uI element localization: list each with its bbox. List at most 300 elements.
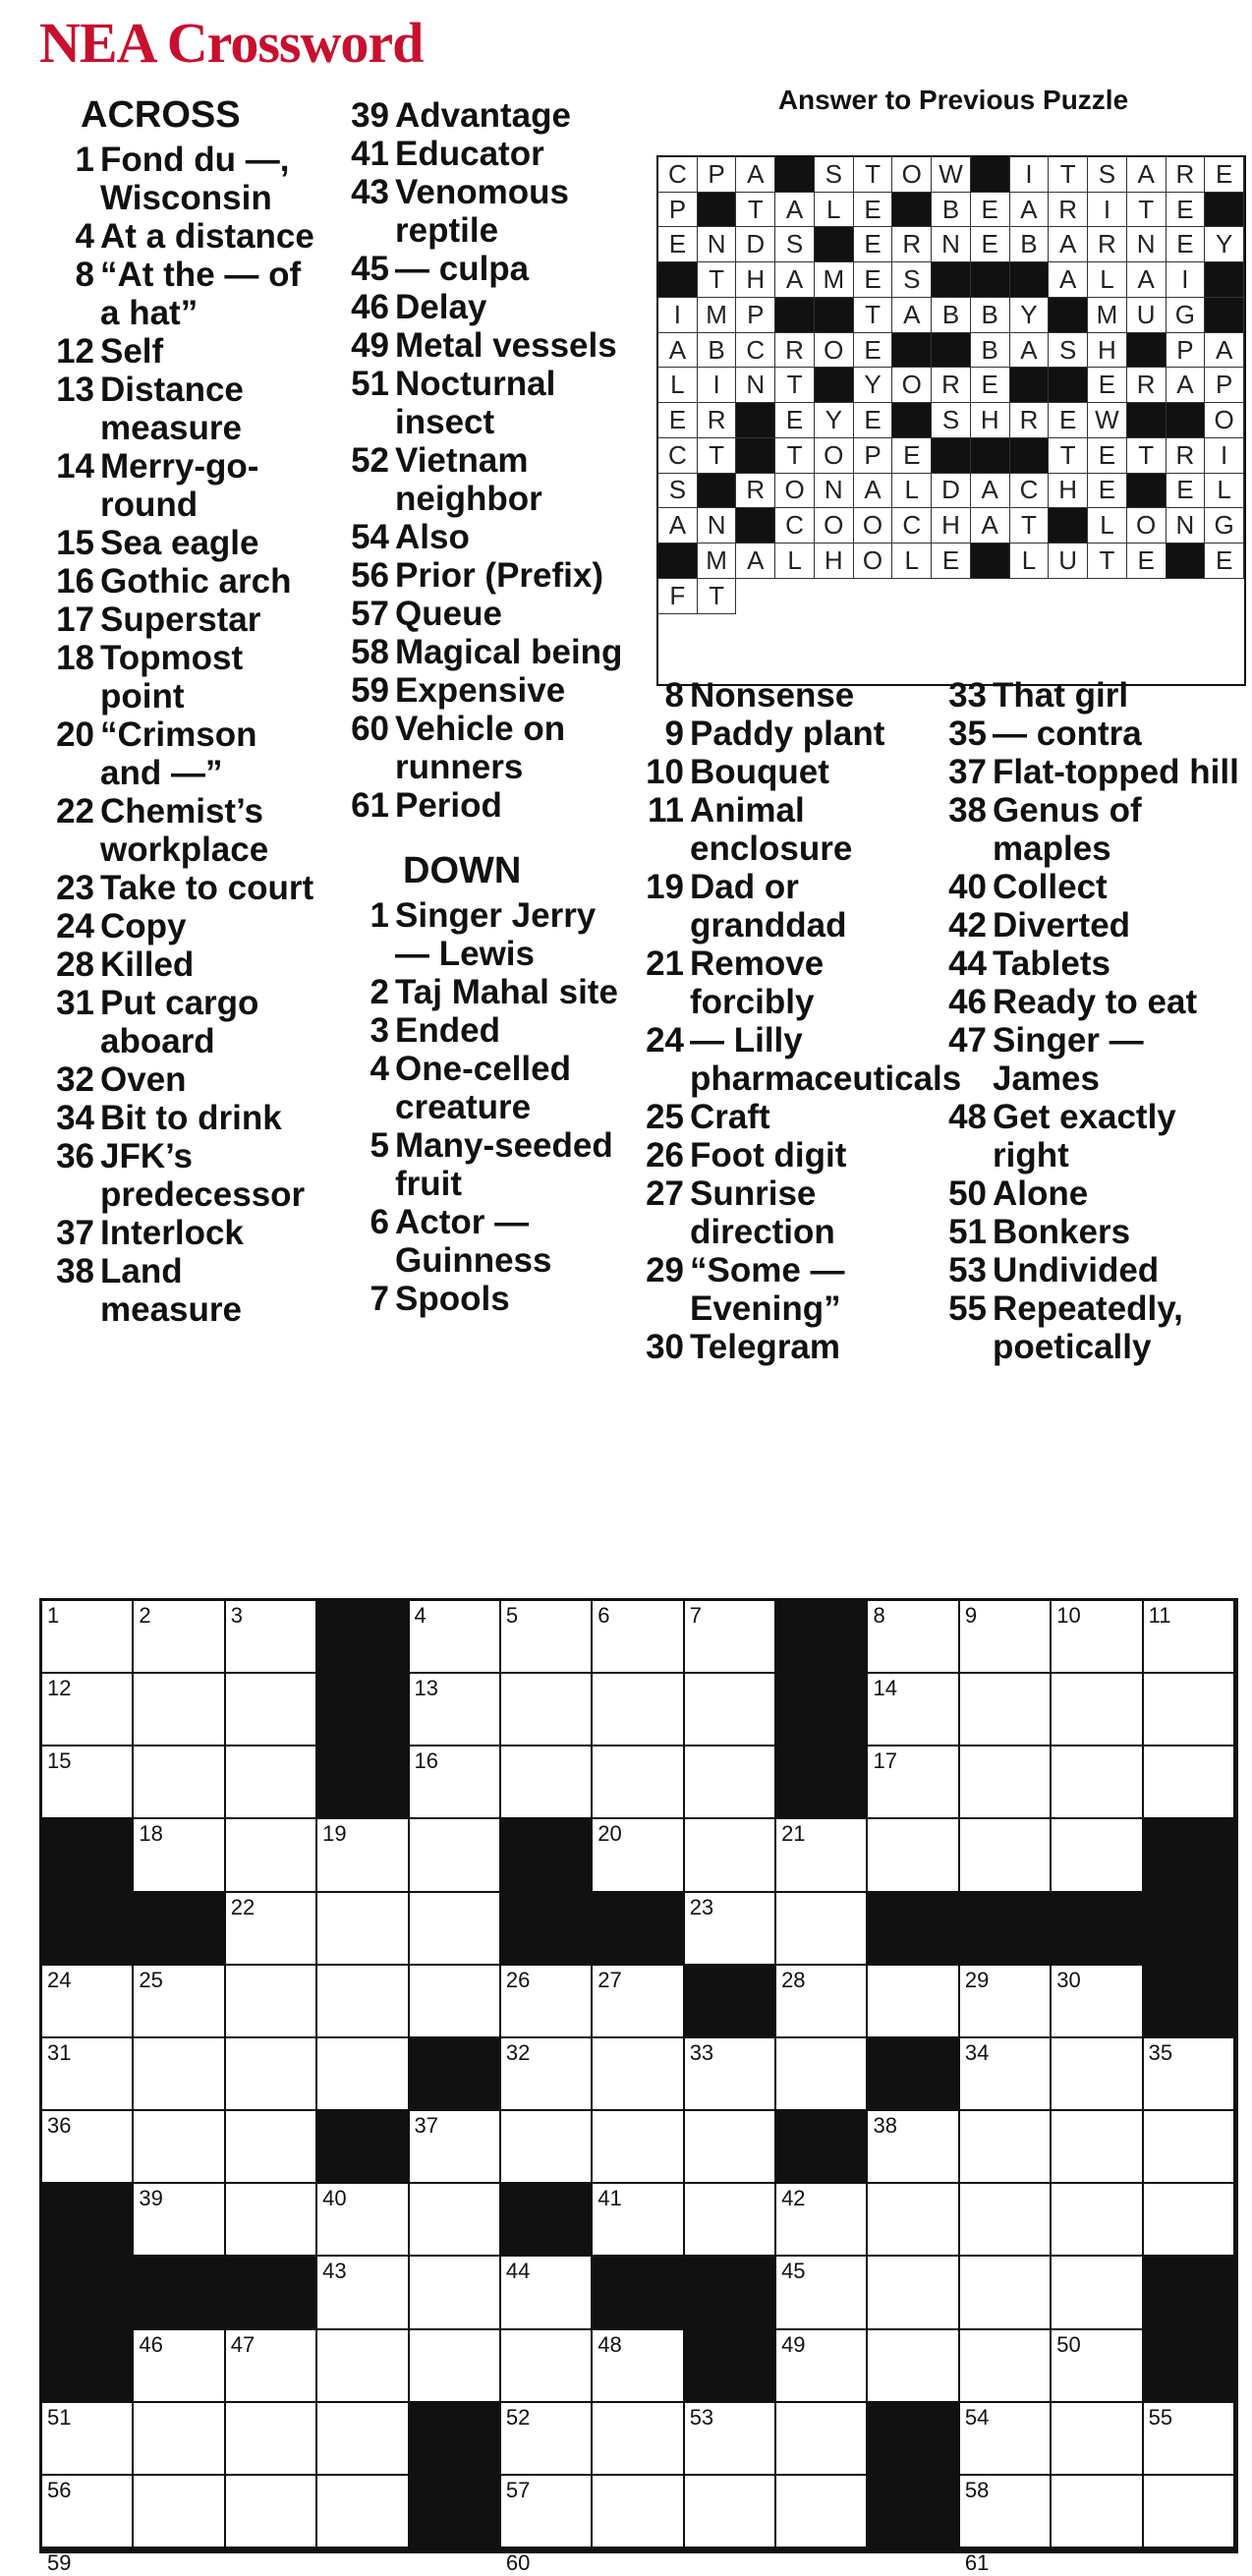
clue-text: “Some — Evening” [690,1251,845,1328]
clue-item [334,96,629,135]
grid-cell[interactable] [685,2184,776,2257]
answer-black-square [815,227,854,262]
grid-cell[interactable] [960,2038,1052,2111]
answer-letter: Y [815,403,854,438]
grid-cell[interactable] [1052,1746,1143,1819]
grid-cell[interactable] [317,2476,409,2548]
clue-item [39,1252,324,1329]
clue-text: Undivided [993,1251,1160,1289]
clue-text: Animal enclosure [690,791,853,868]
answer-letter: S [815,157,854,193]
grid-cell[interactable] [868,1819,959,1892]
grid-cell[interactable] [42,1601,134,1674]
black-square [685,2330,776,2403]
clue-item [39,217,324,256]
answer-letter: D [932,474,971,509]
clue-text: Nocturnal insect [395,365,556,441]
grid-cell[interactable] [410,1966,501,2038]
clue-item [39,716,324,792]
answer-letter: L [892,474,932,509]
cell-number: 12 [47,1676,72,1701]
clue-number: 24 [56,907,94,945]
clue-text: Self [100,332,164,371]
grid-cell[interactable] [1052,2038,1143,2111]
grid-cell[interactable] [410,1819,501,1892]
answer-letter: P [1167,333,1206,369]
answer-black-square [736,403,775,438]
grid-cell[interactable] [226,1966,317,2038]
clue-text: Nonsense [690,676,855,715]
grid-cell[interactable] [410,2257,501,2329]
grid-cell[interactable] [1144,2403,1235,2476]
clue-text: — culpa [395,250,530,288]
grid-cell[interactable] [410,2111,501,2184]
grid-cell[interactable] [410,1893,501,1966]
black-square [410,2038,501,2111]
grid-cell[interactable] [868,2330,959,2403]
grid-cell[interactable] [134,1674,225,1746]
answer-letter: N [1167,508,1206,544]
grid-cell[interactable] [501,2476,593,2548]
grid-cell[interactable] [960,1819,1052,1892]
cell-number: 4 [414,1603,427,1628]
clue-text: Repeatedly, poetically [993,1289,1183,1366]
clue-text: Vietnam neighbor [395,441,542,518]
clue-text: Actor — Guinness [395,1203,552,1280]
grid-cell[interactable] [134,2330,225,2403]
grid-cell[interactable] [1144,2184,1235,2257]
grid-cell[interactable] [593,1746,684,1819]
grid-cell[interactable] [501,2548,593,2575]
answer-letter: R [775,333,815,369]
clue-number: 54 [351,518,389,556]
grid-cell[interactable] [134,2548,225,2550]
grid-cell[interactable] [501,1966,593,2038]
answer-letter: E [1088,474,1127,509]
clue-item [629,715,924,753]
cell-number: 49 [781,2331,806,2357]
grid-cell[interactable] [1052,2548,1143,2550]
grid-cell[interactable] [960,1746,1052,1819]
answer-letter: C [1010,474,1050,509]
clue-text: Prior (Prefix) [395,556,603,595]
grid-cell[interactable] [317,2038,409,2111]
grid-cell[interactable] [960,2548,1052,2575]
cell-number: 28 [781,1967,806,1992]
black-square [776,1601,868,1674]
grid-cell[interactable] [1052,1601,1143,1674]
answer-black-square [971,544,1010,579]
grid-cell[interactable] [226,1819,317,1892]
grid-cell[interactable] [42,1966,134,2038]
answer-letter: T [1127,438,1167,474]
down-list-3 [932,676,1246,1366]
cell-number: 37 [414,2113,439,2139]
grid-cell[interactable] [501,2111,593,2184]
clue-number: 29 [646,1251,684,1289]
black-square [42,1819,134,1892]
grid-cell[interactable] [134,1819,225,1892]
clue-item [334,518,629,556]
grid-cell[interactable] [317,2403,409,2476]
clue-text: Copy [100,907,187,945]
grid-cell[interactable] [134,1746,225,1819]
grid-cell[interactable] [134,2184,225,2257]
answer-letter: M [698,298,737,333]
grid-cell[interactable] [868,1966,959,2038]
cell-number: 38 [873,2113,897,2139]
answer-letter: B [932,193,971,228]
grid-cell[interactable] [226,2476,317,2548]
clue-number: 38 [56,1252,94,1290]
grid-cell[interactable] [226,1674,317,1746]
grid-cell[interactable] [1052,1819,1143,1892]
clue-number: 25 [646,1098,684,1136]
clue-item [39,524,324,562]
clue-number: 30 [646,1328,684,1366]
grid-cell[interactable] [226,1746,317,1819]
grid-cell[interactable] [868,2257,959,2329]
answer-letter: M [1088,298,1127,333]
cell-number: 8 [873,1603,885,1628]
grid-cell[interactable] [317,2184,409,2257]
black-square [776,1674,868,1746]
across-list-2 [334,96,629,825]
grid-cell[interactable] [960,1674,1052,1746]
grid-cell[interactable] [868,2111,959,2184]
answer-letter: R [1010,403,1050,438]
grid-cell[interactable] [317,2257,409,2329]
black-square [593,2257,684,2329]
grid-cell[interactable] [776,2476,868,2548]
grid-cell[interactable] [1052,2257,1143,2329]
grid-cell[interactable] [226,1893,317,1966]
clue-text: Singer — James [993,1021,1144,1098]
grid-cell[interactable] [593,2330,684,2403]
answer-letter: A [1049,262,1088,298]
black-square [868,2038,959,2111]
grid-cell[interactable] [226,2330,317,2403]
clue-text: Interlock [100,1214,244,1252]
cell-number: 40 [322,2186,347,2211]
answer-letter: A [1127,262,1167,298]
answer-letter: H [815,544,854,579]
grid-cell[interactable] [410,2184,501,2257]
grid-cell[interactable] [317,1966,409,2038]
grid-cell[interactable] [42,2548,134,2575]
answer-letter: R [698,403,737,438]
grid-cell[interactable] [226,2111,317,2184]
clue-number: 58 [351,633,389,671]
clue-text: Dad or granddad [690,868,847,945]
answer-black-square [1167,403,1206,438]
clue-item [629,676,924,715]
grid-cell[interactable] [501,1674,593,1746]
grid-cell[interactable] [685,2476,776,2548]
black-square [868,1893,959,1966]
grid-cell[interactable] [134,2111,225,2184]
answer-letter: A [775,193,815,228]
answer-letter: F [658,579,698,614]
clue-text: One-celled creature [395,1050,571,1126]
cell-number: 35 [1148,2039,1173,2065]
clue-item [334,556,629,595]
clue-text: Remove forcibly [690,945,825,1021]
answer-letter: R [1088,227,1127,262]
grid-cell[interactable] [685,2038,776,2111]
black-square [1144,1819,1235,1892]
grid-cell[interactable] [42,1746,134,1819]
cell-number: 6 [598,1603,610,1628]
clue-text: Alone [993,1174,1089,1213]
grid-cell[interactable] [776,2403,868,2476]
answer-letter: Y [1205,227,1244,262]
answer-black-square [1049,508,1088,544]
grid-cell[interactable] [776,2330,868,2403]
grid-cell[interactable] [593,2548,684,2550]
clue-text: Flat-topped hill [993,753,1239,791]
grid-cell[interactable] [1144,2111,1235,2184]
clue-item [334,896,629,973]
down-list-2 [629,676,962,1366]
cell-number: 33 [689,2039,714,2065]
clue-number: 33 [948,676,987,715]
answer-letter: S [932,403,971,438]
answer-letter: L [658,368,698,403]
cell-number: 31 [47,2039,72,2065]
grid-cell[interactable] [317,2330,409,2403]
answer-letter: L [1205,474,1244,509]
grid-cell[interactable] [593,2476,684,2548]
previous-answer-label: Answer to Previous Puzzle [777,85,1129,115]
clue-number: 22 [56,792,94,830]
grid-cell[interactable] [960,2111,1052,2184]
grid-cell[interactable] [776,2184,868,2257]
clue-text: Singer Jerry — Lewis [395,896,597,973]
grid-cell[interactable] [501,2330,593,2403]
grid-cell[interactable] [960,2257,1052,2329]
answer-black-square [1127,333,1167,369]
answer-letter: N [815,474,854,509]
answer-letter: T [1127,193,1167,228]
cell-number: 48 [598,2331,622,2357]
grid-cell[interactable] [1144,1746,1235,1819]
grid-cell[interactable] [685,1601,776,1674]
black-square [134,1893,225,1966]
grid-cell[interactable] [1052,2330,1143,2403]
grid-cell[interactable] [42,2476,134,2548]
clue-item [39,945,324,984]
grid-cell[interactable] [685,2548,776,2550]
clue-text: Magical being [395,633,623,671]
grid-cell[interactable] [960,2330,1052,2403]
grid-cell[interactable] [868,1674,959,1746]
grid-cell[interactable] [685,1746,776,1819]
answer-letter: R [1049,193,1088,228]
grid-cell[interactable] [776,2257,868,2329]
grid-cell[interactable] [685,1674,776,1746]
cell-number: 54 [964,2404,990,2430]
clue-number: 41 [351,135,389,173]
grid-cell[interactable] [501,2403,593,2476]
grid-cell[interactable] [868,1746,959,1819]
cell-number: 32 [505,2039,531,2065]
grid-cell[interactable] [1052,2476,1143,2548]
grid-cell[interactable] [868,1601,959,1674]
clue-item [932,868,1246,906]
answer-letter: H [1049,474,1088,509]
grid-cell[interactable] [226,2403,317,2476]
grid-cell[interactable] [593,2111,684,2184]
grid-cell[interactable] [868,2184,959,2257]
grid-cell[interactable] [960,2476,1052,2548]
cell-number: 60 [505,2550,531,2575]
cell-number: 51 [47,2404,72,2430]
answer-letter: I [1088,193,1127,228]
clue-text: Bonkers [993,1213,1131,1251]
grid-cell[interactable] [42,2403,134,2476]
grid-cell[interactable] [1052,1674,1143,1746]
clue-text: Chemist’s workplace [100,792,269,869]
grid-cell[interactable] [1144,2476,1235,2548]
clue-number: 39 [351,96,389,135]
clue-number: 10 [646,753,684,791]
clue-number: 51 [948,1213,987,1251]
answer-letter: D [736,227,775,262]
grid-cell[interactable] [501,1746,593,1819]
clue-number: 2 [370,973,389,1011]
answer-letter: R [1167,438,1206,474]
grid-cell[interactable] [1144,1674,1235,1746]
grid-cell[interactable] [776,2548,868,2550]
grid-cell[interactable] [410,1601,501,1674]
answer-letter: C [736,333,775,369]
answer-letter: O [892,368,932,403]
answer-black-square [1049,298,1088,333]
black-square [1144,1893,1235,1966]
grid-cell[interactable] [776,1966,868,2038]
clue-text: Delay [395,288,487,326]
cell-number: 24 [47,1967,72,1992]
grid-cell[interactable] [593,2038,684,2111]
answer-letter: T [854,298,893,333]
grid-cell[interactable] [1052,2184,1143,2257]
grid-cell[interactable] [1052,1966,1143,2038]
clue-text: Fond du —, Wisconsin [100,141,290,217]
grid-cell[interactable] [317,1819,409,1892]
clue-item [334,633,629,671]
crossword-grid[interactable] [39,1598,1238,2575]
grid-cell[interactable] [226,2038,317,2111]
grid-cell[interactable] [1052,2403,1143,2476]
grid-cell[interactable] [960,1966,1052,2038]
grid-cell[interactable] [685,1893,776,1966]
answer-letter: H [932,508,971,544]
grid-cell[interactable] [685,2403,776,2476]
cell-number: 43 [322,2259,347,2284]
grid-cell[interactable] [226,1601,317,1674]
grid-cell[interactable] [42,1674,134,1746]
answer-letter: L [1010,544,1050,579]
clue-item [932,791,1246,868]
grid-cell[interactable] [776,1893,868,1966]
grid-cell[interactable] [317,1893,409,1966]
grid-cell[interactable] [960,2184,1052,2257]
grid-cell[interactable] [42,2111,134,2184]
clue-item [629,1328,924,1366]
grid-cell[interactable] [1144,1601,1235,1674]
clue-item [334,710,629,786]
grid-cell[interactable] [1052,2111,1143,2184]
black-square [868,2403,959,2476]
grid-cell[interactable] [1144,2548,1235,2550]
grid-cell[interactable] [593,2184,684,2257]
grid-cell[interactable] [593,1601,684,1674]
grid-cell[interactable] [685,2111,776,2184]
grid-cell[interactable] [317,2548,409,2550]
grid-cell[interactable] [134,1966,225,2038]
grid-cell[interactable] [776,2038,868,2111]
grid-cell[interactable] [501,2257,593,2329]
answer-letter: B [971,298,1010,333]
clue-text: “Crimson and —” [100,716,257,792]
answer-black-square [815,298,854,333]
grid-cell[interactable] [42,2038,134,2111]
answer-letter: N [736,368,775,403]
grid-cell[interactable] [134,1601,225,1674]
grid-cell[interactable] [1144,2038,1235,2111]
grid-cell[interactable] [593,1674,684,1746]
answer-black-square [736,508,775,544]
grid-cell[interactable] [960,2403,1052,2476]
grid-cell[interactable] [501,1601,593,1674]
answer-black-square [892,193,932,228]
grid-cell[interactable] [593,1819,684,1892]
grid-cell[interactable] [593,1966,684,2038]
clue-text: At a distance [100,217,314,256]
cell-number: 44 [505,2259,531,2284]
answer-letter: S [1088,157,1127,193]
grid-cell[interactable] [776,1819,868,1892]
grid-cell[interactable] [134,2038,225,2111]
answer-black-square [1010,262,1050,298]
cell-number: 29 [964,1967,990,1992]
grid-cell[interactable] [226,2184,317,2257]
answer-letter: S [775,227,815,262]
grid-cell[interactable] [410,1746,501,1819]
grid-cell[interactable] [960,1601,1052,1674]
grid-cell[interactable] [226,2548,317,2550]
clue-number: 43 [351,173,389,211]
grid-cell[interactable] [593,2403,684,2476]
answer-letter: H [971,403,1010,438]
grid-cell[interactable] [134,2476,225,2548]
grid-cell[interactable] [685,1819,776,1892]
grid-cell[interactable] [410,1674,501,1746]
clue-number: 55 [948,1289,987,1328]
clue-item [932,1098,1246,1174]
clue-text: Taj Mahal site [395,973,618,1011]
grid-cell[interactable] [410,2330,501,2403]
grid-cell[interactable] [134,2403,225,2476]
clue-item [334,973,629,1011]
clue-text: Diverted [993,906,1131,945]
black-square [42,2257,134,2329]
clue-number: 4 [370,1050,389,1088]
answer-letter: E [1205,544,1244,579]
clue-text: Sunrise direction [690,1174,835,1251]
grid-cell[interactable] [501,2038,593,2111]
